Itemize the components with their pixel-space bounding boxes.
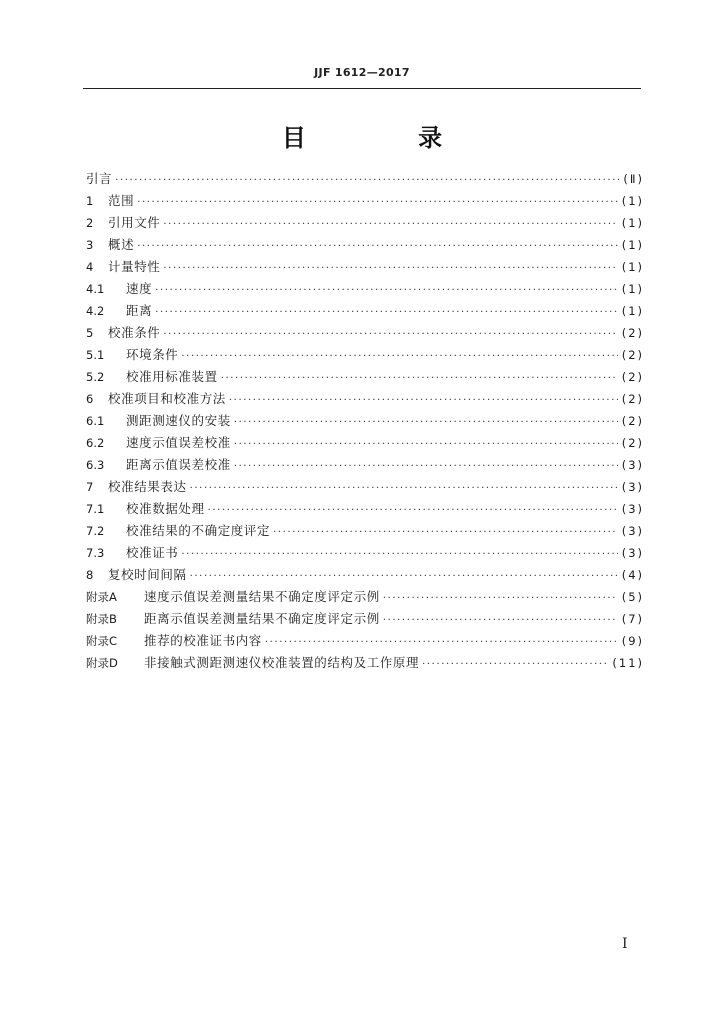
toc-entry-number: 6.3 bbox=[86, 458, 105, 472]
toc-entry[interactable] bbox=[86, 652, 644, 674]
toc-entry-number: 附录A bbox=[86, 590, 117, 604]
toc-entry-title: 距离示值误差测量结果不确定度评定示例 bbox=[144, 611, 380, 626]
toc-entry[interactable] bbox=[86, 476, 644, 498]
toc-entry-page: (2) bbox=[621, 348, 644, 362]
toc-entry-number: 附录B bbox=[86, 612, 117, 626]
dot-leader bbox=[422, 654, 608, 676]
toc-entry[interactable] bbox=[86, 608, 644, 630]
toc-entry-title: 校准证书 bbox=[126, 545, 179, 560]
dot-leader bbox=[137, 236, 618, 258]
toc-entry-page: (5) bbox=[621, 590, 644, 604]
toc-entry-title: 校准用标准装置 bbox=[126, 369, 218, 384]
toc-entry-title: 引用文件 bbox=[108, 215, 161, 230]
page-folio: I bbox=[622, 936, 628, 952]
toc-entry-page: (1) bbox=[621, 238, 644, 252]
dot-leader bbox=[234, 456, 618, 478]
toc-entry-title: 距离 bbox=[126, 303, 153, 318]
toc-entry-title: 速度示值误差校准 bbox=[126, 435, 231, 450]
toc-entry[interactable] bbox=[86, 410, 644, 432]
toc-entry-title: 非接触式测距测速仪校准装置的结构及工作原理 bbox=[144, 655, 420, 670]
dot-leader bbox=[137, 192, 618, 214]
dot-leader bbox=[273, 522, 618, 544]
toc-entry[interactable] bbox=[86, 586, 644, 608]
toc-title: 目 录 bbox=[281, 124, 495, 152]
toc-entry-number: 7.3 bbox=[86, 546, 105, 560]
toc-entry[interactable] bbox=[86, 432, 644, 454]
dot-leader bbox=[208, 500, 618, 522]
toc-entry[interactable] bbox=[86, 278, 644, 300]
toc-entry[interactable] bbox=[86, 630, 644, 652]
toc-entry-number: 7 bbox=[86, 480, 94, 494]
toc-entry[interactable] bbox=[86, 256, 644, 278]
toc-entry-number: 6.1 bbox=[86, 414, 105, 428]
toc-entry[interactable] bbox=[86, 168, 644, 190]
toc-entry[interactable] bbox=[86, 388, 644, 410]
toc-entry[interactable] bbox=[86, 212, 644, 234]
toc-entry-number: 7.1 bbox=[86, 502, 105, 516]
toc-entry-number: 4.1 bbox=[86, 282, 105, 296]
toc-entry-page: (1) bbox=[621, 216, 644, 230]
toc-entry-page: (11) bbox=[612, 656, 644, 670]
toc-entry-page: (3) bbox=[621, 458, 644, 472]
toc-entry-page: (1) bbox=[621, 260, 644, 274]
dot-leader bbox=[229, 390, 618, 412]
toc-entry-number: 5.2 bbox=[86, 370, 105, 384]
toc-entry-title: 校准条件 bbox=[108, 325, 161, 340]
dot-leader bbox=[234, 434, 618, 456]
toc-entry-title: 校准项目和校准方法 bbox=[108, 391, 226, 406]
toc-entry-page: (2) bbox=[621, 370, 644, 384]
toc-entry-number: 3 bbox=[86, 238, 94, 252]
toc-entry-number: 5 bbox=[86, 326, 94, 340]
toc-entry-title: 测距测速仪的安装 bbox=[126, 413, 231, 428]
toc-entry-page: (3) bbox=[621, 502, 644, 516]
toc-entry-page: (3) bbox=[621, 524, 644, 538]
toc-entry-page: (Ⅱ) bbox=[623, 172, 644, 186]
toc-entry-number: 附录C bbox=[86, 634, 118, 648]
dot-leader bbox=[383, 610, 618, 632]
toc-entry[interactable] bbox=[86, 322, 644, 344]
header-rule bbox=[83, 88, 641, 89]
toc-entry-number: 4 bbox=[86, 260, 94, 274]
toc-entry-title: 引言 bbox=[86, 171, 113, 186]
toc-entry[interactable] bbox=[86, 498, 644, 520]
table-of-contents bbox=[86, 168, 644, 674]
toc-entry-title: 复校时间间隔 bbox=[108, 567, 187, 582]
dot-leader bbox=[265, 632, 618, 654]
dot-leader bbox=[155, 280, 618, 302]
dot-leader bbox=[190, 478, 618, 500]
toc-entry-title: 范围 bbox=[108, 193, 135, 208]
toc-entry-page: (9) bbox=[621, 634, 644, 648]
toc-entry-number: 8 bbox=[86, 568, 94, 582]
dot-leader bbox=[221, 368, 618, 390]
toc-entry-number: 6 bbox=[86, 392, 94, 406]
toc-entry-page: (7) bbox=[621, 612, 644, 626]
toc-entry-title: 环境条件 bbox=[126, 347, 179, 362]
toc-entry[interactable] bbox=[86, 564, 644, 586]
toc-entry-title: 校准结果的不确定度评定 bbox=[126, 523, 271, 538]
dot-leader bbox=[181, 544, 617, 566]
toc-entry-number: 4.2 bbox=[86, 304, 105, 318]
dot-leader bbox=[163, 214, 617, 236]
toc-entry-number: 附录D bbox=[86, 656, 118, 670]
toc-entry-number: 5.1 bbox=[86, 348, 105, 362]
toc-entry-page: (2) bbox=[621, 414, 644, 428]
toc-entry-page: (1) bbox=[621, 194, 644, 208]
toc-entry-page: (1) bbox=[621, 304, 644, 318]
dot-leader bbox=[383, 588, 618, 610]
toc-entry-title: 校准结果表达 bbox=[108, 479, 187, 494]
toc-entry-page: (1) bbox=[621, 282, 644, 296]
toc-entry[interactable] bbox=[86, 542, 644, 564]
toc-entry-page: (3) bbox=[621, 480, 644, 494]
toc-entry-number: 1 bbox=[86, 194, 94, 208]
toc-entry[interactable] bbox=[86, 300, 644, 322]
dot-leader bbox=[181, 346, 617, 368]
toc-entry[interactable] bbox=[86, 190, 644, 212]
dot-leader bbox=[115, 170, 619, 192]
toc-entry-page: (2) bbox=[621, 436, 644, 450]
toc-entry[interactable] bbox=[86, 366, 644, 388]
toc-entry[interactable] bbox=[86, 234, 644, 256]
toc-entry-title: 推荐的校准证书内容 bbox=[144, 633, 262, 648]
dot-leader bbox=[155, 302, 618, 324]
toc-entry-title: 速度 bbox=[126, 281, 153, 296]
dot-leader bbox=[163, 324, 617, 346]
toc-entry-title: 概述 bbox=[108, 237, 135, 252]
dot-leader bbox=[234, 412, 618, 434]
toc-entry-number: 2 bbox=[86, 216, 94, 230]
toc-entry-title: 速度示值误差测量结果不确定度评定示例 bbox=[144, 589, 380, 604]
standard-code-header: JJF 1612—2017 bbox=[314, 66, 410, 79]
toc-entry-page: (2) bbox=[621, 392, 644, 406]
toc-entry-page: (2) bbox=[621, 326, 644, 340]
toc-entry-title: 计量特性 bbox=[108, 259, 161, 274]
dot-leader bbox=[190, 566, 618, 588]
toc-entry-title: 距离示值误差校准 bbox=[126, 457, 231, 472]
toc-entry[interactable] bbox=[86, 344, 644, 366]
toc-entry-page: (3) bbox=[621, 546, 644, 560]
dot-leader bbox=[163, 258, 617, 280]
toc-entry-number: 6.2 bbox=[86, 436, 105, 450]
toc-entry-page: (4) bbox=[621, 568, 644, 582]
toc-entry-title: 校准数据处理 bbox=[126, 501, 205, 516]
toc-entry[interactable] bbox=[86, 520, 644, 542]
toc-entry[interactable] bbox=[86, 454, 644, 476]
toc-entry-number: 7.2 bbox=[86, 524, 105, 538]
